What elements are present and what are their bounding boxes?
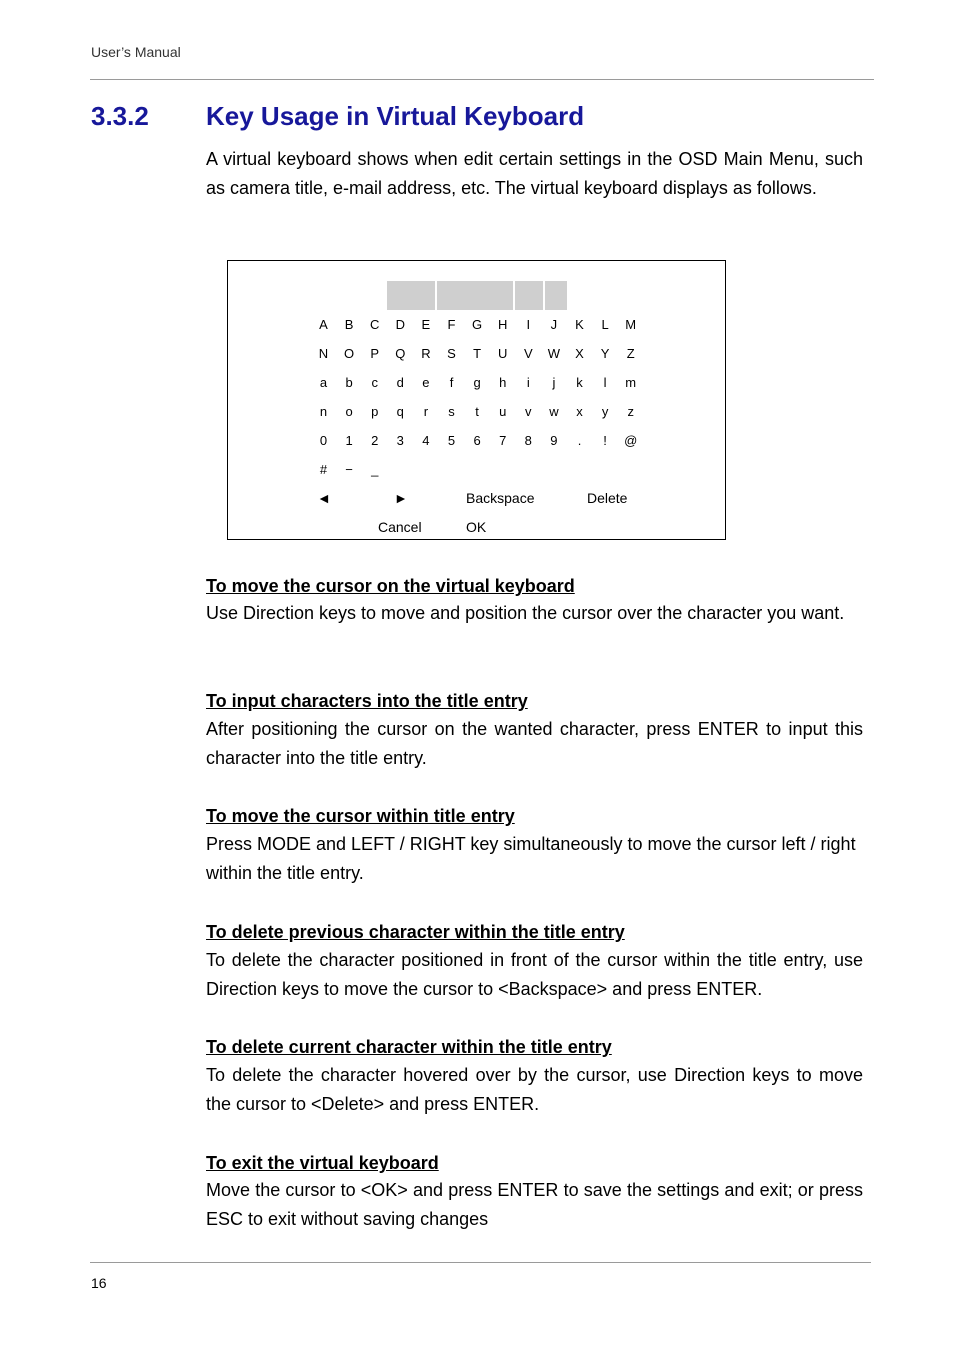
key-char[interactable]: 8 <box>524 433 532 448</box>
key-char[interactable]: # <box>319 462 328 477</box>
key-char[interactable]: h <box>499 375 507 390</box>
key-char[interactable]: J <box>550 317 558 332</box>
key-char[interactable]: E <box>421 317 431 332</box>
key-char[interactable]: M <box>625 317 637 332</box>
key-char[interactable]: L <box>601 317 609 332</box>
key-char[interactable]: − <box>345 462 353 477</box>
heading-input-characters: To input characters into the title entry <box>206 691 528 711</box>
key-char[interactable]: u <box>499 404 507 419</box>
key-char[interactable]: S <box>447 346 456 361</box>
key-char[interactable]: j <box>552 375 556 390</box>
key-char[interactable]: Q <box>395 346 406 361</box>
footer-rule <box>90 1262 871 1263</box>
key-char[interactable]: y <box>601 404 609 419</box>
delete-key[interactable]: Delete <box>587 490 628 506</box>
key-char[interactable]: 5 <box>447 433 456 448</box>
key-char[interactable]: q <box>396 404 404 419</box>
key-char[interactable]: U <box>497 346 508 361</box>
key-char[interactable]: x <box>576 404 583 419</box>
key-char[interactable]: d <box>396 375 404 390</box>
left-arrow-key[interactable]: ◄ <box>317 490 331 506</box>
key-char[interactable]: 9 <box>550 433 558 448</box>
key-char[interactable]: 3 <box>396 433 404 448</box>
key-char[interactable]: r <box>423 404 429 419</box>
key-char[interactable]: e <box>422 375 430 390</box>
key-char[interactable]: 2 <box>371 433 379 448</box>
key-char[interactable]: K <box>575 317 584 332</box>
key-char[interactable]: D <box>395 317 405 332</box>
key-char[interactable]: m <box>625 375 637 390</box>
body-delete-current: To delete the character hovered over by the cursor, use Direction keys to move the cursor to <Delete> and press ENTER. <box>206 1065 863 1114</box>
cancel-key[interactable]: Cancel <box>378 519 422 535</box>
key-char[interactable]: g <box>473 375 481 390</box>
key-char[interactable]: X <box>575 346 584 361</box>
key-char[interactable]: T <box>473 346 482 361</box>
key-char[interactable]: W <box>547 346 561 361</box>
key-char[interactable]: p <box>371 404 379 419</box>
body-exit-keyboard: Move the cursor to <OK> and press ENTER to save the settings and exit; or press ESC to exit without saving changes <box>206 1180 863 1229</box>
key-char[interactable]: 0 <box>319 433 328 448</box>
key-char[interactable]: H <box>497 317 508 332</box>
key-char[interactable]: c <box>371 375 378 390</box>
key-char[interactable]: P <box>370 346 380 361</box>
key-char[interactable]: G <box>472 317 483 332</box>
key-char[interactable]: a <box>319 375 328 390</box>
body-move-cursor-keyboard: Use Direction keys to move and position the cursor over the character you want. <box>206 603 845 623</box>
key-char[interactable]: o <box>345 404 353 419</box>
backspace-key[interactable]: Backspace <box>466 490 535 506</box>
key-char[interactable]: k <box>576 375 583 390</box>
heading-delete-previous: To delete previous character within the title entry <box>206 922 625 942</box>
key-char[interactable]: s <box>448 404 455 419</box>
heading-move-cursor-title: To move the cursor within title entry <box>206 806 515 826</box>
key-char[interactable]: b <box>345 375 353 390</box>
intro-paragraph: A virtual keyboard shows when edit certain settings in the OSD Main Menu, such as camera title, e-mail address, etc. The virtual keyboard displays as follows. <box>206 149 863 198</box>
right-arrow-key[interactable]: ► <box>394 490 408 506</box>
key-char[interactable]: F <box>447 317 456 332</box>
title-entry-cell <box>515 281 543 310</box>
key-char[interactable]: B <box>344 317 354 332</box>
key-char[interactable]: _ <box>371 462 379 477</box>
key-char[interactable]: 1 <box>345 433 353 448</box>
title-entry-cell <box>437 281 513 310</box>
key-char[interactable]: 4 <box>422 433 430 448</box>
running-header: User’s Manual <box>91 44 181 60</box>
key-char[interactable]: n <box>319 404 328 419</box>
key-char[interactable]: z <box>627 404 634 419</box>
key-char[interactable]: t <box>475 404 479 419</box>
key-char[interactable]: @ <box>624 433 638 448</box>
key-char[interactable]: N <box>318 346 329 361</box>
key-char[interactable]: v <box>525 404 532 419</box>
key-char[interactable]: 6 <box>473 433 481 448</box>
key-char[interactable]: I <box>526 317 531 332</box>
key-char[interactable]: f <box>449 375 454 390</box>
key-char[interactable]: i <box>526 375 530 390</box>
virtual-keyboard-figure <box>227 260 726 540</box>
key-char[interactable]: Z <box>626 346 635 361</box>
body-input-characters: After positioning the cursor on the wanted character, press ENTER to input this character into the title entry. <box>206 719 863 768</box>
key-char[interactable]: ! <box>603 433 607 448</box>
title-entry-cell <box>545 281 567 310</box>
key-char[interactable]: Y <box>600 346 610 361</box>
heading-exit-keyboard: To exit the virtual keyboard <box>206 1153 439 1173</box>
ok-key[interactable]: OK <box>466 519 487 535</box>
body-delete-previous: To delete the character positioned in front of the cursor within the title entry, use Direction keys to move the cursor to <Backspace> and press ENTER. <box>206 950 863 999</box>
key-char[interactable]: R <box>421 346 431 361</box>
key-char[interactable]: A <box>319 317 328 332</box>
key-char[interactable]: . <box>577 433 582 448</box>
page-number: 16 <box>91 1275 107 1291</box>
key-char[interactable]: 7 <box>499 433 507 448</box>
header-rule <box>90 79 874 80</box>
key-char[interactable]: V <box>523 346 533 361</box>
key-char[interactable]: l <box>603 375 607 390</box>
section-number: 3.3.2 <box>91 101 149 131</box>
heading-delete-current: To delete current character within the title entry <box>206 1037 612 1057</box>
body-move-cursor-title: Press MODE and LEFT / RIGHT key simultaneously to move the cursor left / right within the title entry. <box>206 834 856 883</box>
key-char[interactable]: C <box>369 317 380 332</box>
section-title: Key Usage in Virtual Keyboard <box>206 101 585 131</box>
key-char[interactable]: w <box>549 404 559 419</box>
heading-move-cursor-keyboard: To move the cursor on the virtual keyboard <box>206 576 575 596</box>
title-entry-cell <box>387 281 435 310</box>
key-char[interactable]: O <box>344 346 355 361</box>
